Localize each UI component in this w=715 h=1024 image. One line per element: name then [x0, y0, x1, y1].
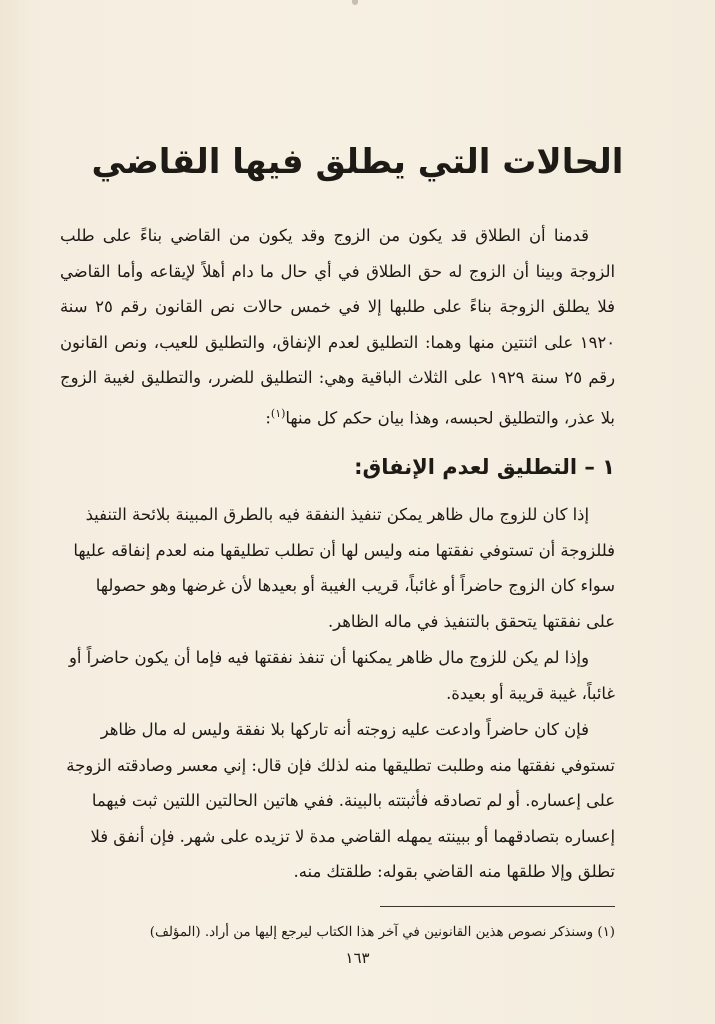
paragraph-line: فللزوجة أن تستوفي نفقتها منه وليس لها أن تطلب تطليقها منه لعدم إنفاقه عليها — [73, 540, 615, 560]
footnote-marker: (١) — [270, 406, 286, 420]
intro-line: قدمنا أن الطلاق قد يكون من الزوج وقد يكون من القاضي بناءً على طلب — [60, 226, 589, 245]
page-edge-mark — [352, 0, 358, 5]
paragraph-line: تطلق وإلا طلقها منه القاضي بقوله: طلقتك منه. — [293, 862, 615, 881]
page-number: ١٦٣ — [345, 949, 370, 967]
intro-paragraph — [60, 218, 615, 435]
paragraph-line: تستوفي نفقتها منه وطلبت تطليقها منه لذلك فإن قال: إني معسر وصادقته الزوجة — [66, 755, 615, 775]
intro-line: رقم ٢٥ سنة ١٩٢٩ على الثلاث الباقية وهي: التطليق للضرر، والتطليق لغيبة الزوج — [60, 368, 615, 387]
paragraph-line: على إعساره. أو لم تصادقه فأثبتته بالبينة. ففي هاتين الحالتين اللتين ثبت فيهما — [91, 791, 615, 810]
paragraph-line: وإذا لم يكن للزوج مال ظاهر يمكنها أن تنفذ نفقتها فيه فإما أن يكون حاضراً أو — [68, 648, 589, 667]
section-heading: ١ – التطليق لعدم الإنفاق: — [354, 455, 615, 479]
chapter-title: الحالات التي يطلق فيها القاضي — [91, 142, 624, 182]
footnote-divider — [380, 906, 615, 907]
paragraph-line: على نفقتها يتحقق بالتنفيذ في ماله الظاهر. — [327, 611, 615, 631]
intro-line: الزوجة وبينا أن الزوج له حق الطلاق في أي حال ما دام أهلاً لإيقاعه وأما القاضي — [60, 261, 615, 281]
paragraph-line: إذا كان للزوج مال ظاهر يمكن تنفيذ النفقة فيه بالطرق المبينة بلائحة التنفيذ — [85, 505, 589, 524]
footnote: (١) وسنذكر نصوص هذين القانونين في آخر هذا الكتاب ليرجع إليها من أراد. (المؤلف) — [149, 925, 615, 940]
body-paragraph — [60, 640, 615, 711]
body-paragraph — [60, 497, 615, 639]
intro-line: فلا يطلق الزوجة بناءً على طلبها إلا في خمس حالات نص القانون رقم ٢٥ سنة — [60, 297, 615, 316]
intro-line-text: بلا عذر، والتطليق لحبسه، وهذا بيان حكم كل منها — [285, 407, 615, 427]
intro-line-end: : — [265, 407, 271, 427]
paragraph-line: فإن كان حاضراً وادعت عليه زوجته أنه تاركها بلا نفقة وليس له مال ظاهر — [100, 720, 589, 739]
intro-line: ١٩٢٠ على اثنتين منها وهما: التطليق لعدم الإنفاق، والتطليق للعيب، ونص القانون — [60, 332, 615, 352]
intro-line-last — [60, 396, 615, 436]
paragraph-line: غائباً، غيبة قريبة أو بعيدة. — [446, 683, 615, 703]
paragraph-line: سواء كان الزوج حاضراً أو غائباً، قريب الغيبة أو بعيدها لأن غرضها وهو حصولها — [95, 576, 615, 595]
paragraph-line: إعساره بتصادقهما أو ببينته يمهله القاضي مدة لا تزيده على شهر. فإن أنفق فلا — [90, 826, 615, 846]
body-paragraph — [60, 712, 615, 890]
